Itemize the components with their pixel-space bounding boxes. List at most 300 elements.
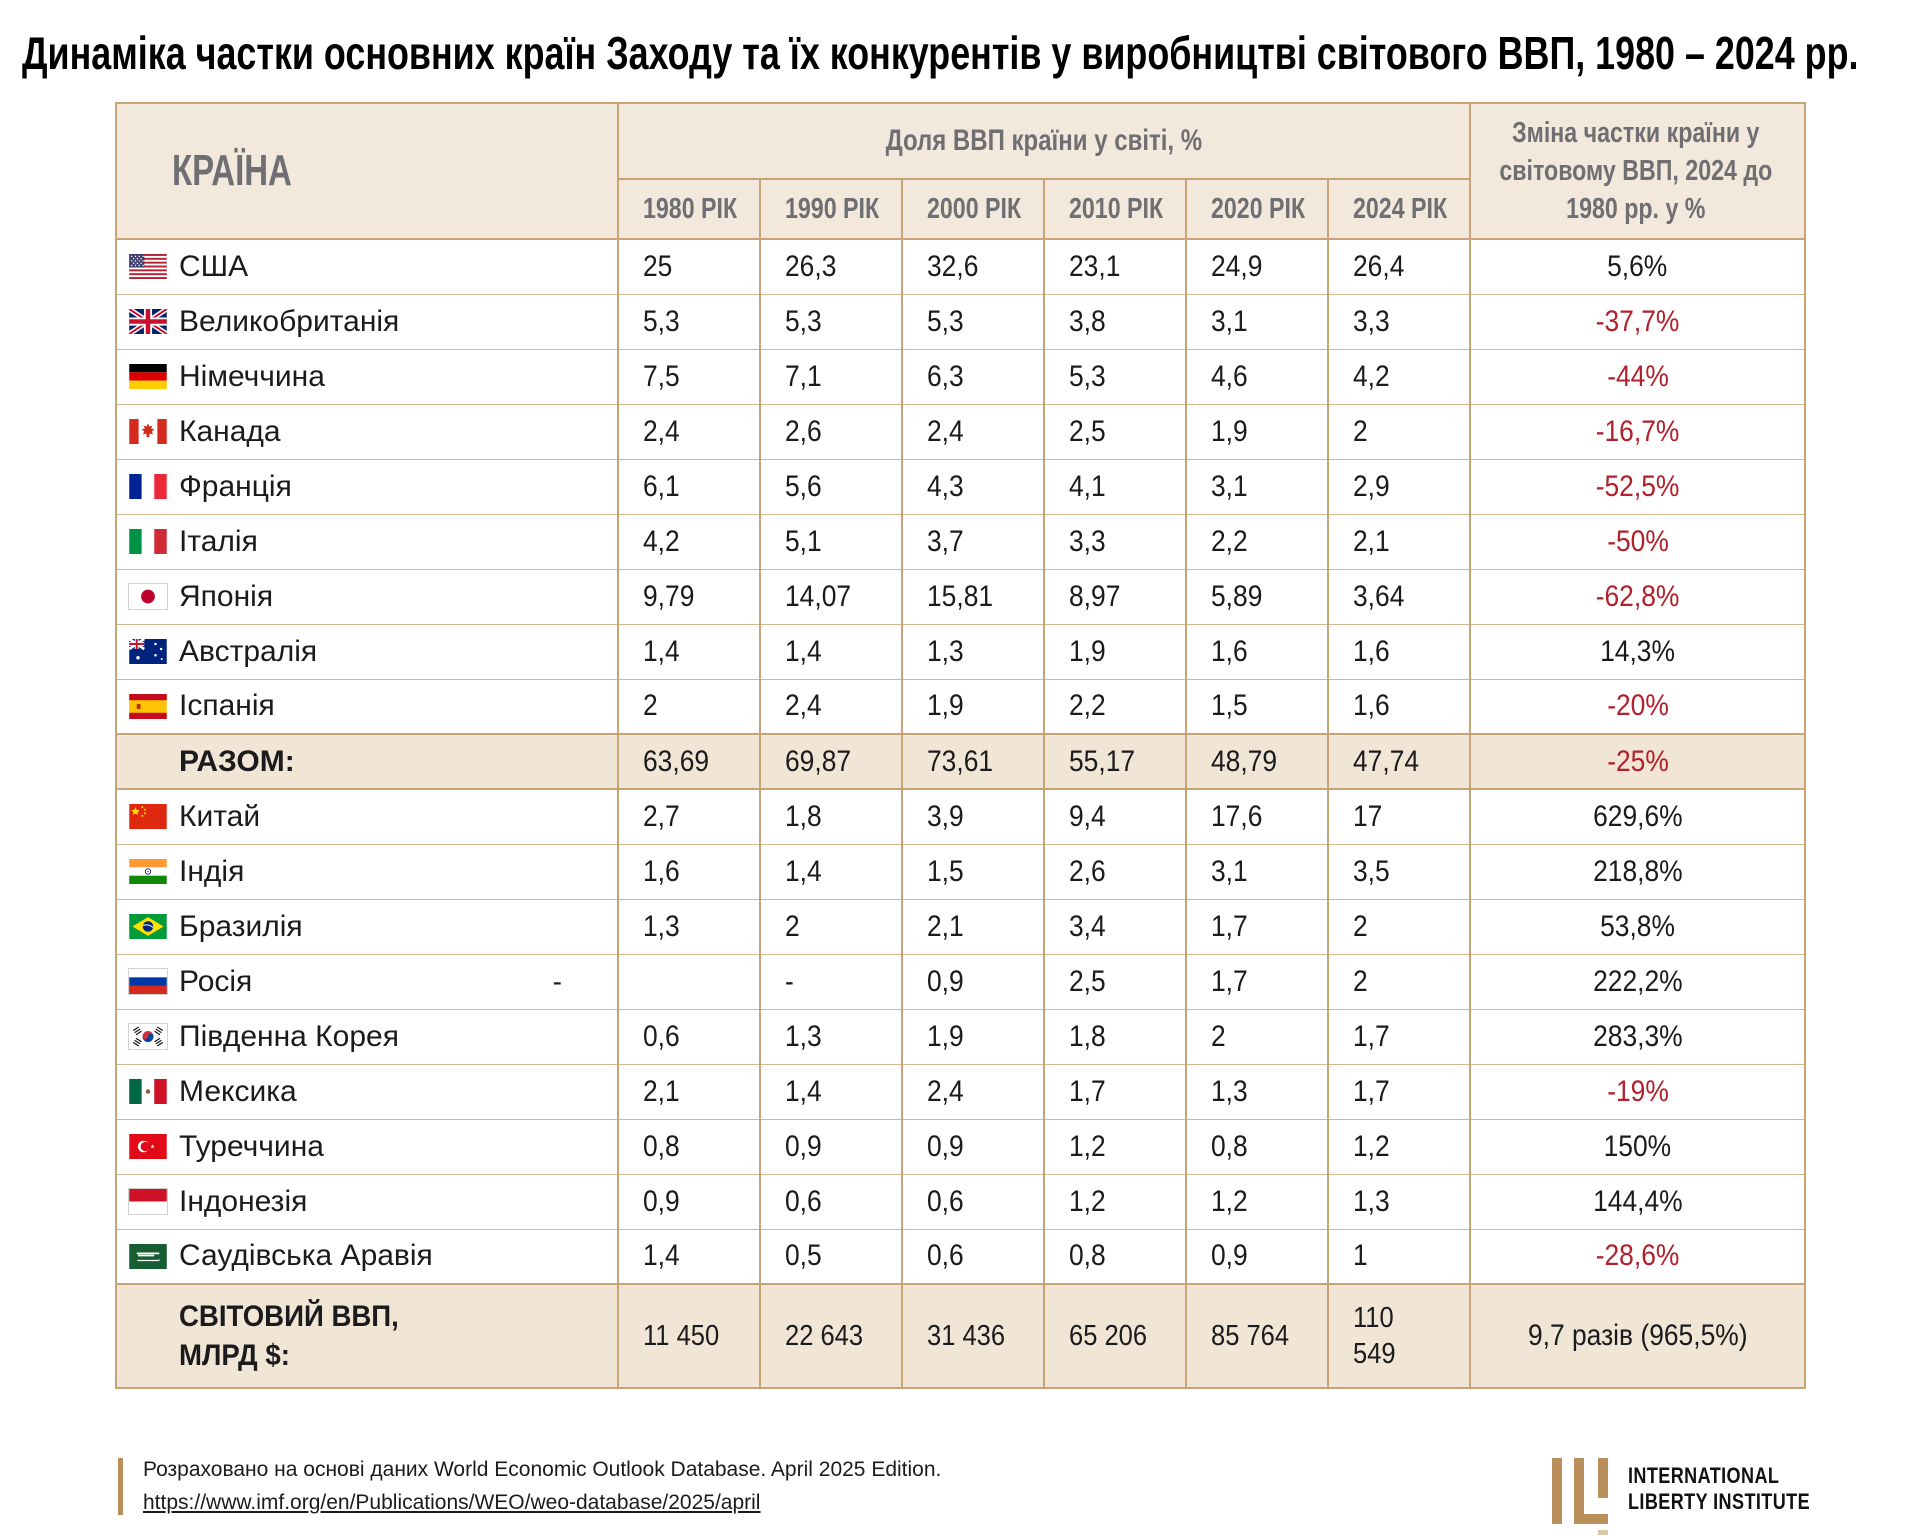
value: 32,6 bbox=[927, 249, 979, 283]
value-cell bbox=[1044, 734, 1186, 789]
value: 2 bbox=[785, 909, 800, 943]
year-header-label: 2000 РІК bbox=[927, 192, 1022, 225]
year-header bbox=[618, 179, 760, 239]
value-cell bbox=[1328, 404, 1470, 459]
value: 1,7 bbox=[1211, 909, 1248, 943]
value-cell bbox=[760, 789, 902, 844]
australia-flag-icon bbox=[129, 639, 167, 664]
value-cell bbox=[1186, 294, 1328, 349]
value-cell bbox=[1044, 1229, 1186, 1284]
change-cell bbox=[1470, 954, 1805, 1009]
value-cell bbox=[1328, 1229, 1470, 1284]
value-cell bbox=[1328, 899, 1470, 954]
value: 1,2 bbox=[1069, 1184, 1106, 1218]
value: 0,9 bbox=[785, 1129, 822, 1163]
country-name: Японія bbox=[179, 579, 274, 613]
year-header bbox=[1328, 179, 1470, 239]
indonesia-flag-icon bbox=[129, 1189, 167, 1214]
value-cell bbox=[1044, 459, 1186, 514]
value: 1,8 bbox=[1069, 1019, 1106, 1053]
year-header-label: 1990 РІК bbox=[785, 192, 880, 225]
change-value: 150% bbox=[1603, 1129, 1672, 1163]
value: 0,9 bbox=[1211, 1239, 1248, 1273]
value: 65 206 bbox=[1069, 1319, 1148, 1352]
value-cell bbox=[760, 239, 902, 294]
value: 2,9 bbox=[1353, 469, 1390, 503]
value-cell bbox=[1044, 899, 1186, 954]
change-value: -52,5% bbox=[1595, 469, 1680, 503]
value-cell bbox=[1186, 1119, 1328, 1174]
value-cell bbox=[618, 789, 760, 844]
country-name: Китай bbox=[179, 799, 261, 833]
change-cell bbox=[1470, 1284, 1805, 1388]
value-cell bbox=[618, 459, 760, 514]
value: 73,61 bbox=[927, 744, 994, 778]
value-cell bbox=[760, 844, 902, 899]
total-row bbox=[116, 734, 1805, 789]
value-cell bbox=[1328, 679, 1470, 734]
value: 2 bbox=[1353, 964, 1368, 998]
value: 2,7 bbox=[643, 799, 680, 833]
value-cell bbox=[902, 239, 1044, 294]
value: 2,5 bbox=[1069, 414, 1106, 448]
mexico-flag-icon bbox=[129, 1079, 167, 1104]
value-cell bbox=[618, 679, 760, 734]
value-cell bbox=[1186, 844, 1328, 899]
source-link[interactable]: https://www.imf.org/en/Publications/WEO/weo-database/2025/april bbox=[143, 1491, 761, 1514]
value: 47,74 bbox=[1353, 744, 1420, 778]
value-cell bbox=[1186, 899, 1328, 954]
value-cell bbox=[760, 899, 902, 954]
value: 7,5 bbox=[643, 359, 680, 393]
change-column-label: Зміна частки країни у світовому ВВП, 2024 до 1980 рр. у % bbox=[1499, 116, 1773, 226]
value: 2,6 bbox=[1069, 854, 1106, 888]
value-cell bbox=[902, 1284, 1044, 1388]
value-cell bbox=[760, 294, 902, 349]
value: 3,8 bbox=[1069, 304, 1106, 338]
gdp-share-table-wrap bbox=[115, 102, 1806, 1389]
institute-name bbox=[1628, 1458, 1810, 1515]
value-cell bbox=[1044, 1009, 1186, 1064]
value-cell bbox=[760, 1174, 902, 1229]
value: 1,7 bbox=[1353, 1074, 1390, 1108]
change-value: 9,7 разів (965,5%) bbox=[1527, 1319, 1748, 1352]
value: 3,9 bbox=[927, 799, 964, 833]
year-header bbox=[1044, 179, 1186, 239]
value-cell bbox=[1186, 239, 1328, 294]
value: 3,5 bbox=[1353, 854, 1390, 888]
value: 26,3 bbox=[785, 249, 837, 283]
value-cell bbox=[1186, 349, 1328, 404]
change-cell bbox=[1470, 844, 1805, 899]
value-cell bbox=[618, 624, 760, 679]
row-label: СВІТОВИЙ ВВП, МЛРД $: bbox=[179, 1300, 399, 1372]
country-cell bbox=[116, 844, 618, 899]
change-value: -37,7% bbox=[1595, 304, 1680, 338]
change-cell bbox=[1470, 514, 1805, 569]
country-cell bbox=[116, 569, 618, 624]
value: 1,5 bbox=[927, 854, 964, 888]
value-cell bbox=[1328, 239, 1470, 294]
value-cell bbox=[760, 404, 902, 459]
source-note bbox=[118, 1458, 941, 1515]
country-cell bbox=[116, 239, 618, 294]
value-cell bbox=[1186, 404, 1328, 459]
value: 2 bbox=[1353, 414, 1368, 448]
value: 2,6 bbox=[785, 414, 822, 448]
value-cell bbox=[760, 1229, 902, 1284]
value: 1,3 bbox=[643, 909, 680, 943]
value: 2,5 bbox=[1069, 964, 1106, 998]
value: 1,4 bbox=[785, 634, 822, 668]
country-row bbox=[116, 1229, 1805, 1284]
value: 0,8 bbox=[1069, 1239, 1106, 1273]
institute-name-line1: INTERNATIONAL bbox=[1628, 1463, 1780, 1488]
value: 5,89 bbox=[1211, 579, 1263, 613]
value-cell bbox=[1186, 1284, 1328, 1388]
change-value: 222,2% bbox=[1592, 964, 1683, 998]
country-row bbox=[116, 514, 1805, 569]
row-label: РАЗОМ: bbox=[179, 744, 295, 778]
value-cell bbox=[1328, 1119, 1470, 1174]
value-cell bbox=[1044, 1284, 1186, 1388]
value-cell bbox=[1328, 1064, 1470, 1119]
value-cell bbox=[618, 239, 760, 294]
value-cell bbox=[618, 734, 760, 789]
value: 1,3 bbox=[1353, 1184, 1390, 1218]
value-cell bbox=[1186, 459, 1328, 514]
value-cell bbox=[1044, 1119, 1186, 1174]
value: 0,6 bbox=[927, 1239, 964, 1273]
value: 2,1 bbox=[1353, 524, 1390, 558]
country-name: Південна Корея bbox=[179, 1019, 399, 1053]
change-value: 53,8% bbox=[1600, 909, 1675, 943]
value: 2,1 bbox=[927, 909, 964, 943]
value-cell bbox=[902, 734, 1044, 789]
country-name: Саудівська Аравія bbox=[179, 1239, 433, 1273]
year-header bbox=[902, 179, 1044, 239]
country-row bbox=[116, 459, 1805, 514]
value: 5,3 bbox=[1069, 359, 1106, 393]
value: 1,3 bbox=[785, 1019, 822, 1053]
value: 0,6 bbox=[927, 1184, 964, 1218]
change-cell bbox=[1470, 239, 1805, 294]
value-cell bbox=[760, 1009, 902, 1064]
value: 3,1 bbox=[1211, 854, 1248, 888]
value-cell bbox=[618, 844, 760, 899]
value-cell bbox=[902, 294, 1044, 349]
value-cell bbox=[902, 844, 1044, 899]
share-group-header bbox=[618, 103, 1470, 179]
usa-flag-icon bbox=[129, 254, 167, 279]
value-cell bbox=[902, 514, 1044, 569]
value-cell bbox=[618, 514, 760, 569]
country-column-header bbox=[116, 103, 618, 239]
value: 1,8 bbox=[785, 799, 822, 833]
value: 1,9 bbox=[1069, 634, 1106, 668]
country-row bbox=[116, 239, 1805, 294]
value: 17 bbox=[1353, 799, 1383, 833]
value: 0,9 bbox=[643, 1184, 680, 1218]
value-cell bbox=[1186, 954, 1328, 1009]
country-cell bbox=[116, 899, 618, 954]
country-row bbox=[116, 954, 1805, 1009]
value: 17,6 bbox=[1211, 799, 1263, 833]
india-flag-icon bbox=[129, 859, 167, 884]
value-cell bbox=[902, 679, 1044, 734]
value: 2 bbox=[1353, 909, 1368, 943]
value-cell bbox=[902, 789, 1044, 844]
value: 1,4 bbox=[643, 1239, 680, 1273]
value-cell bbox=[1044, 844, 1186, 899]
value: 11 450 bbox=[643, 1319, 720, 1352]
country-row bbox=[116, 844, 1805, 899]
world-gdp-row bbox=[116, 1284, 1805, 1388]
country-name: США bbox=[179, 249, 249, 283]
table-header bbox=[116, 103, 1805, 239]
country-column-label: КРАЇНА bbox=[172, 146, 292, 195]
value-cell bbox=[1044, 569, 1186, 624]
country-name: Росія bbox=[179, 964, 253, 998]
value-cell bbox=[1186, 569, 1328, 624]
value: 31 436 bbox=[927, 1319, 1006, 1352]
country-cell bbox=[116, 294, 618, 349]
country-name: Індонезія bbox=[179, 1184, 308, 1218]
value-cell bbox=[902, 459, 1044, 514]
value: 1,6 bbox=[1353, 634, 1390, 668]
value: 55,17 bbox=[1069, 744, 1136, 778]
change-cell bbox=[1470, 349, 1805, 404]
value: 6,3 bbox=[927, 359, 964, 393]
value-cell bbox=[1186, 1229, 1328, 1284]
year-header-label: 2010 РІК bbox=[1069, 192, 1164, 225]
value: 3,1 bbox=[1211, 469, 1248, 503]
value-cell bbox=[618, 349, 760, 404]
value-cell bbox=[1328, 1284, 1470, 1388]
change-cell bbox=[1470, 294, 1805, 349]
value: 1,2 bbox=[1353, 1129, 1390, 1163]
value-cell bbox=[1044, 679, 1186, 734]
country-cell bbox=[116, 514, 618, 569]
country-row bbox=[116, 349, 1805, 404]
change-cell bbox=[1470, 1229, 1805, 1284]
value: 25 bbox=[643, 249, 673, 283]
value: 1,6 bbox=[643, 854, 680, 888]
brazil-flag-icon bbox=[129, 914, 167, 939]
value: 1,6 bbox=[1211, 634, 1248, 668]
source-accent-bar bbox=[118, 1458, 123, 1515]
country-cell bbox=[116, 1119, 618, 1174]
value-cell bbox=[1186, 514, 1328, 569]
value: 23,1 bbox=[1069, 249, 1121, 283]
value: 1,3 bbox=[927, 634, 964, 668]
value: 110 549 bbox=[1353, 1301, 1396, 1370]
value-cell bbox=[618, 1284, 760, 1388]
country-cell bbox=[116, 624, 618, 679]
value-cell bbox=[1186, 1064, 1328, 1119]
country-row bbox=[116, 789, 1805, 844]
value: 1,4 bbox=[785, 1074, 822, 1108]
value: 0,6 bbox=[643, 1019, 680, 1053]
value-cell bbox=[618, 1119, 760, 1174]
country-name: Німеччина bbox=[179, 359, 325, 393]
share-group-label: Доля ВВП країни у світі, % bbox=[885, 124, 1203, 157]
value-cell bbox=[618, 1229, 760, 1284]
value: 2,2 bbox=[1069, 689, 1106, 723]
country-name: Індія bbox=[179, 854, 245, 888]
value: 69,87 bbox=[785, 744, 852, 778]
country-cell bbox=[116, 789, 618, 844]
turkey-flag-icon bbox=[129, 1134, 167, 1159]
change-cell bbox=[1470, 404, 1805, 459]
value: 4,3 bbox=[927, 469, 964, 503]
country-row bbox=[116, 294, 1805, 349]
value-cell bbox=[760, 1284, 902, 1388]
value-cell bbox=[902, 569, 1044, 624]
value-cell bbox=[1044, 954, 1186, 1009]
value-cell bbox=[760, 734, 902, 789]
value: 63,69 bbox=[643, 744, 710, 778]
change-value: -28,6% bbox=[1595, 1239, 1680, 1273]
value: 22 643 bbox=[785, 1319, 864, 1352]
change-cell bbox=[1470, 789, 1805, 844]
value-cell bbox=[760, 1119, 902, 1174]
country-cell bbox=[116, 1009, 618, 1064]
country-name: Мексика bbox=[179, 1074, 297, 1108]
value: 14,07 bbox=[785, 579, 852, 613]
country-name: Італія bbox=[179, 524, 258, 558]
value: 3,4 bbox=[1069, 909, 1106, 943]
value: 85 764 bbox=[1211, 1319, 1290, 1352]
change-value: -19% bbox=[1606, 1074, 1669, 1108]
value-cell bbox=[760, 679, 902, 734]
value: 3,1 bbox=[1211, 304, 1248, 338]
france-flag-icon bbox=[129, 474, 167, 499]
value: 0,6 bbox=[785, 1184, 822, 1218]
value-cell bbox=[618, 1174, 760, 1229]
year-header-label: 1980 РІК bbox=[643, 192, 738, 225]
value: 24,9 bbox=[1211, 249, 1263, 283]
value: 0,8 bbox=[643, 1129, 680, 1163]
value: 1,7 bbox=[1353, 1019, 1390, 1053]
change-cell bbox=[1470, 1119, 1805, 1174]
year-header-label: 2024 РІК bbox=[1353, 192, 1448, 225]
change-cell bbox=[1470, 1174, 1805, 1229]
value: 2,4 bbox=[785, 689, 822, 723]
value: - bbox=[785, 964, 794, 998]
value: 6,1 bbox=[643, 469, 680, 503]
value-cell bbox=[618, 1064, 760, 1119]
value-cell bbox=[902, 1174, 1044, 1229]
country-name: Бразилія bbox=[179, 909, 303, 943]
change-value: 283,3% bbox=[1592, 1019, 1683, 1053]
russia-flag-icon bbox=[129, 969, 167, 994]
value-cell bbox=[618, 899, 760, 954]
china-flag-icon bbox=[129, 804, 167, 829]
value: 1,4 bbox=[785, 854, 822, 888]
value-cell bbox=[1186, 789, 1328, 844]
value-cell bbox=[1186, 734, 1328, 789]
value-cell bbox=[760, 954, 902, 1009]
value-cell bbox=[1328, 459, 1470, 514]
ili-monogram-icon bbox=[1552, 1458, 1610, 1536]
value: 2,4 bbox=[643, 414, 680, 448]
change-value: 5,6% bbox=[1607, 249, 1668, 283]
country-row bbox=[116, 899, 1805, 954]
value-cell bbox=[1044, 1064, 1186, 1119]
value-cell bbox=[760, 349, 902, 404]
value-cell bbox=[1328, 1009, 1470, 1064]
value-cell bbox=[1328, 569, 1470, 624]
country-cell bbox=[116, 1174, 618, 1229]
value-cell bbox=[618, 1009, 760, 1064]
value-cell bbox=[760, 1064, 902, 1119]
change-value: 144,4% bbox=[1592, 1184, 1683, 1218]
value: 1,6 bbox=[1353, 689, 1390, 723]
value: 4,2 bbox=[643, 524, 680, 558]
canada-flag-icon bbox=[129, 419, 167, 444]
value-cell bbox=[902, 624, 1044, 679]
value: 3,64 bbox=[1353, 579, 1405, 613]
value-cell bbox=[1186, 1009, 1328, 1064]
change-value: 218,8% bbox=[1592, 854, 1683, 888]
value: 48,79 bbox=[1211, 744, 1278, 778]
value: 4,6 bbox=[1211, 359, 1248, 393]
country-cell bbox=[116, 349, 618, 404]
value: 2 bbox=[643, 689, 658, 723]
value-cell bbox=[618, 404, 760, 459]
country-cell bbox=[116, 1229, 618, 1284]
change-value: 629,6% bbox=[1592, 799, 1683, 833]
value: 2,2 bbox=[1211, 524, 1248, 558]
value: 0,9 bbox=[927, 1129, 964, 1163]
country-cell bbox=[116, 404, 618, 459]
value: 1,7 bbox=[1211, 964, 1248, 998]
gdp-share-table bbox=[115, 102, 1806, 1389]
value-cell bbox=[1044, 349, 1186, 404]
value: 1,4 bbox=[643, 634, 680, 668]
value-cell bbox=[902, 1009, 1044, 1064]
country-name: Туреччина bbox=[179, 1129, 324, 1163]
value-cell bbox=[1328, 349, 1470, 404]
value: 2,1 bbox=[643, 1074, 680, 1108]
value: 5,3 bbox=[643, 304, 680, 338]
country-name: Канада bbox=[179, 414, 281, 448]
value: 9,4 bbox=[1069, 799, 1106, 833]
value: 1,2 bbox=[1069, 1129, 1106, 1163]
value: 5,6 bbox=[785, 469, 822, 503]
country-row bbox=[116, 1174, 1805, 1229]
saudi-arabia-flag-icon bbox=[129, 1244, 167, 1269]
change-cell bbox=[1470, 1064, 1805, 1119]
value-cell bbox=[618, 569, 760, 624]
uk-flag-icon bbox=[129, 309, 167, 334]
value: 4,2 bbox=[1353, 359, 1390, 393]
value-cell bbox=[1044, 294, 1186, 349]
value-cell bbox=[1328, 1174, 1470, 1229]
value-cell bbox=[1328, 844, 1470, 899]
change-value: -62,8% bbox=[1595, 579, 1680, 613]
value-cell bbox=[1044, 1174, 1186, 1229]
value-cell bbox=[1328, 789, 1470, 844]
value: 1,7 bbox=[1069, 1074, 1106, 1108]
value-cell bbox=[902, 1064, 1044, 1119]
value-cell bbox=[1044, 514, 1186, 569]
change-cell bbox=[1470, 624, 1805, 679]
value-cell bbox=[902, 404, 1044, 459]
country-row bbox=[116, 1119, 1805, 1174]
value-cell bbox=[760, 569, 902, 624]
